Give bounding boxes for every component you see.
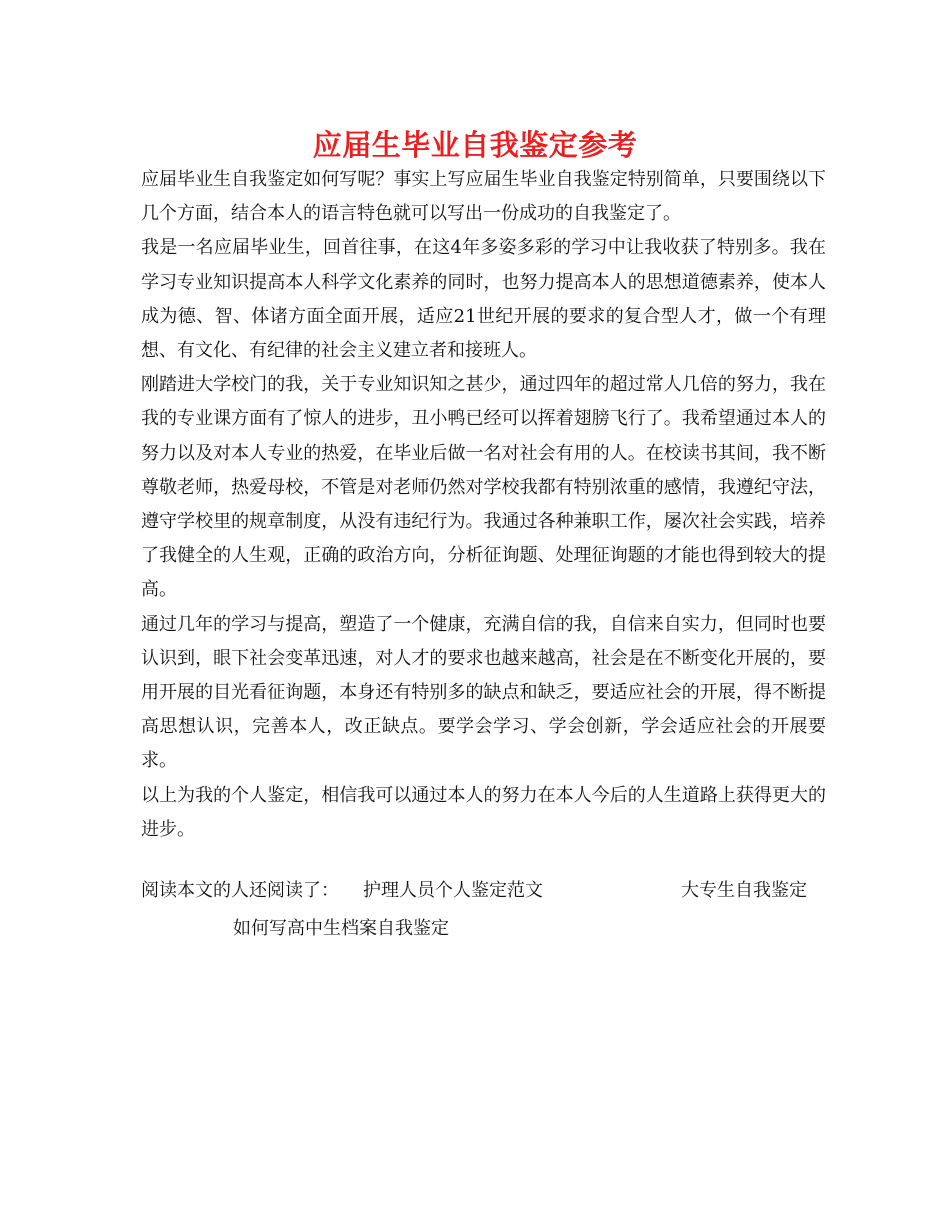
related-label: 阅读本文的人还阅读了： bbox=[141, 880, 339, 901]
document-body bbox=[141, 163, 826, 847]
paragraph-growth: 通过几年的学习与提高，塑造了一个健康，充满自信的我，自信来自实力，但同时也要认识到，眼下社会变革迅速，对人才的要求也越来越高，社会是在不断变化开展的，要用开展的目光看征询题，本身还有特别多的缺点和缺乏，要适应社会的开展，得不断提高思想认识，完善本人，改正缺点。要学会学习、学会创新，学会适应社会的开展要求。 bbox=[141, 613, 826, 772]
related-link-highschool-appraisal[interactable]: 如何写高中生档案自我鉴定 bbox=[233, 918, 449, 939]
page-title: 应届生毕业自我鉴定参考 bbox=[312, 128, 638, 162]
related-link-nurse-appraisal[interactable]: 护理人员个人鉴定范文 bbox=[363, 880, 543, 901]
paragraph-self-intro: 我是一名应届毕业生，回首往事，在这4年多姿多彩的学习中让我收获了特别多。我在学习专业知识提高本人科学文化素养的同时，也努力提高本人的思想道德素养，使本人成为德、智、体诸方面全面开展，适应21世纪开展的要求的复合型人才，做一个有理想、有文化、有纪律的社会主义建立者和接班人。 bbox=[141, 237, 826, 362]
paragraph-intro: 应届毕业生自我鉴定如何写呢？事实上写应届生毕业自我鉴定特别简单，只要围绕以下几个方面，结合本人的语言特色就可以写出一份成功的自我鉴定了。 bbox=[141, 169, 826, 225]
related-link-college-appraisal[interactable]: 大专生自我鉴定 bbox=[681, 880, 807, 901]
related-articles bbox=[141, 874, 826, 954]
paragraph-conclusion: 以上为我的个人鉴定，相信我可以通过本人的努力在本人今后的人生道路上获得更大的进步。 bbox=[141, 784, 826, 840]
paragraph-study: 刚踏进大学校门的我，关于专业知识知之甚少，通过四年的超过常人几倍的努力，我在我的专业课方面有了惊人的进步，丑小鸭已经可以挥着翅膀飞行了。我希望通过本人的努力以及对本人专业的热爱，在毕业后做一名对社会有用的人。在校读书其间，我不断尊敬老师，热爱母校，不管是对老师仍然对学校我都有特别浓重的感情，我遵纪守法，遵守学校里的规章制度，从没有违纪行为。我通过各种兼职工作，屡次社会实践，培养了我健全的人生观，正确的政治方向，分析征询题、处理征询题的才能也得到较大的提高。 bbox=[141, 374, 826, 601]
